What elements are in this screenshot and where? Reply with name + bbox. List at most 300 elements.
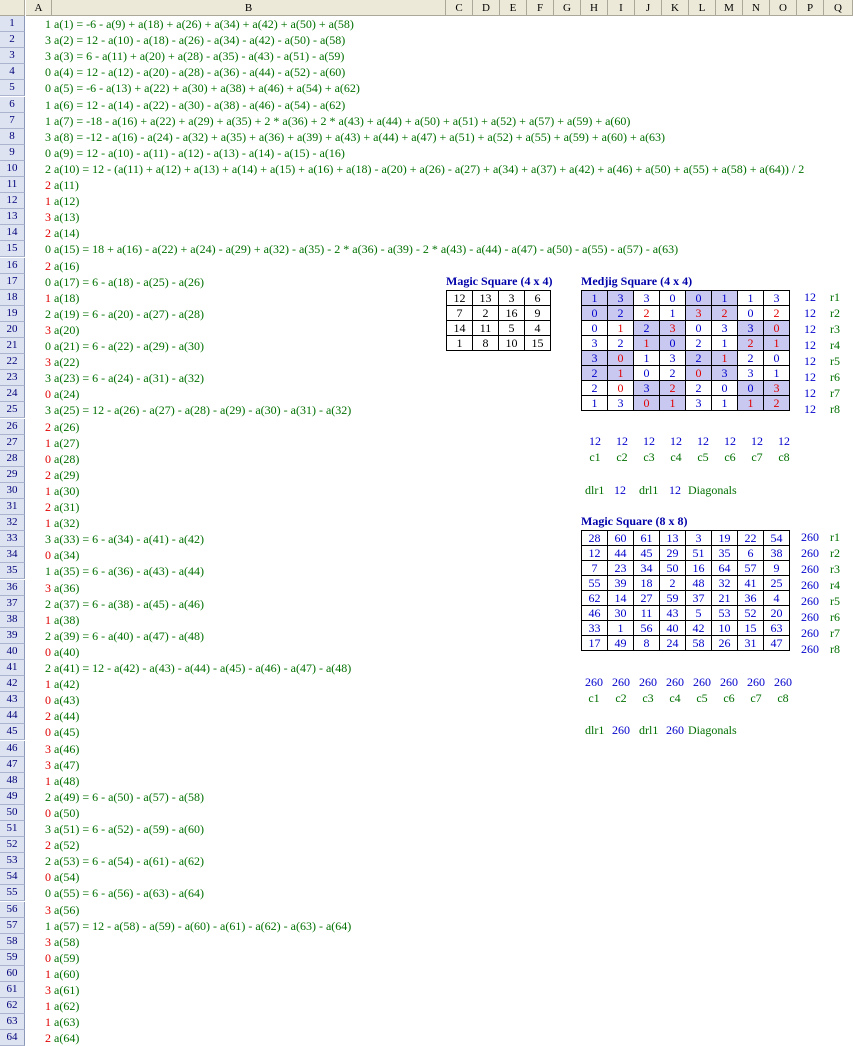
- grid-cell[interactable]: 6: [525, 291, 551, 306]
- grid-cell[interactable]: 45: [634, 546, 660, 561]
- cell-b-formula[interactable]: a(11): [54, 178, 79, 192]
- row-header[interactable]: 25: [0, 402, 25, 418]
- row-header[interactable]: 4: [0, 64, 25, 80]
- grid-cell[interactable]: 0: [582, 321, 608, 336]
- cell-b-formula[interactable]: a(50): [54, 806, 80, 820]
- cell-a-value[interactable]: 3: [45, 49, 51, 63]
- cell-b-formula[interactable]: a(4) = 12 - a(12) - a(20) - a(28) - a(36) - a(44) - a(52) - a(60): [54, 65, 346, 79]
- grid-cell[interactable]: 3: [660, 351, 686, 366]
- grid-cell[interactable]: 18: [634, 576, 660, 591]
- grid-cell[interactable]: 1: [764, 366, 790, 381]
- cell-b-formula[interactable]: a(24): [54, 387, 80, 401]
- row-header[interactable]: 7: [0, 113, 25, 129]
- row-header[interactable]: 2: [0, 32, 25, 48]
- grid-cell[interactable]: 0: [764, 351, 790, 366]
- row-header[interactable]: 46: [0, 741, 25, 757]
- grid-cell[interactable]: 0: [738, 381, 764, 396]
- grid-cell[interactable]: 55: [582, 576, 608, 591]
- cell-b-formula[interactable]: a(29): [54, 468, 80, 482]
- grid-cell[interactable]: 2: [738, 351, 764, 366]
- grid-cell[interactable]: 43: [660, 606, 686, 621]
- cell-b-formula[interactable]: a(8) = -12 - a(16) - a(24) - a(32) + a(35) + a(36) + a(39) + a(43) + a(44) + a(47) + a(51) + a(52) + a(55) + a(59) + a(60) + a(63): [54, 130, 666, 144]
- grid-cell[interactable]: 63: [764, 621, 790, 636]
- grid-cell[interactable]: 13: [473, 291, 499, 306]
- grid-cell[interactable]: 6: [738, 546, 764, 561]
- grid-cell[interactable]: 41: [738, 576, 764, 591]
- cell-b-formula[interactable]: a(15) = 18 + a(16) - a(22) + a(24) - a(29) + a(32) - a(35) - 2 * a(36) - a(39) - 2 * a(43) - a(44) - a(47) - a(50) - a(55) - a(57) - a(63): [54, 242, 679, 256]
- cell-b-formula[interactable]: a(17) = 6 - a(18) - a(25) - a(26): [54, 275, 205, 289]
- row-header[interactable]: 43: [0, 692, 25, 708]
- cell-b-formula[interactable]: a(22): [54, 355, 80, 369]
- cell-a-value[interactable]: 1: [45, 1015, 51, 1029]
- column-header-k[interactable]: K: [662, 0, 689, 16]
- grid-cell[interactable]: 0: [764, 321, 790, 336]
- row-header[interactable]: 54: [0, 869, 25, 885]
- grid-cell[interactable]: 3: [608, 396, 634, 411]
- row-header[interactable]: 63: [0, 1014, 25, 1030]
- grid-cell[interactable]: 37: [686, 591, 712, 606]
- cell-a-value[interactable]: 2: [45, 162, 51, 176]
- cell-a-value[interactable]: 0: [45, 870, 51, 884]
- cell-a-value[interactable]: 2: [45, 790, 51, 804]
- row-header[interactable]: 12: [0, 193, 25, 209]
- row-header[interactable]: 33: [0, 531, 25, 547]
- grid-cell[interactable]: 1: [712, 396, 738, 411]
- cell-b-formula[interactable]: a(47): [54, 758, 80, 772]
- cell-a-value[interactable]: 1: [45, 436, 51, 450]
- cell-b-formula[interactable]: a(21) = 6 - a(22) - a(29) - a(30): [54, 339, 205, 353]
- column-header-q[interactable]: Q: [824, 0, 853, 16]
- cell-b-formula[interactable]: a(43): [54, 693, 80, 707]
- row-header[interactable]: 39: [0, 628, 25, 644]
- grid-cell[interactable]: 4: [525, 321, 551, 336]
- grid-cell[interactable]: 1: [582, 396, 608, 411]
- cell-b-formula[interactable]: a(31): [54, 500, 80, 514]
- row-header[interactable]: 22: [0, 354, 25, 370]
- grid-cell[interactable]: 53: [712, 606, 738, 621]
- grid-cell[interactable]: 7: [447, 306, 473, 321]
- cell-b-formula[interactable]: a(36): [54, 581, 80, 595]
- cell-b-formula[interactable]: a(63): [54, 1015, 80, 1029]
- cell-b-formula[interactable]: a(30): [54, 484, 80, 498]
- grid-cell[interactable]: 50: [660, 561, 686, 576]
- cell-a-value[interactable]: 0: [45, 452, 51, 466]
- grid-cell[interactable]: 31: [738, 636, 764, 651]
- cell-a-value[interactable]: 2: [45, 420, 51, 434]
- grid-cell[interactable]: 4: [764, 591, 790, 606]
- cell-a-value[interactable]: 3: [45, 210, 51, 224]
- cell-b-formula[interactable]: a(42): [54, 677, 80, 691]
- grid-cell[interactable]: 1: [634, 351, 660, 366]
- cell-a-value[interactable]: 1: [45, 919, 51, 933]
- grid-cell[interactable]: 26: [712, 636, 738, 651]
- grid-cell[interactable]: 22: [738, 531, 764, 546]
- grid-cell[interactable]: 24: [660, 636, 686, 651]
- row-header[interactable]: 23: [0, 370, 25, 386]
- grid-cell[interactable]: 2: [582, 366, 608, 381]
- grid-cell[interactable]: 38: [764, 546, 790, 561]
- grid-cell[interactable]: 2: [764, 396, 790, 411]
- cell-b-formula[interactable]: a(46): [54, 742, 80, 756]
- row-header[interactable]: 8: [0, 129, 25, 145]
- cell-a-value[interactable]: 1: [45, 967, 51, 981]
- cell-b-formula[interactable]: a(3) = 6 - a(11) + a(20) + a(28) - a(35) - a(43) - a(51) - a(59): [54, 49, 345, 63]
- grid-cell[interactable]: 34: [634, 561, 660, 576]
- row-header[interactable]: 44: [0, 708, 25, 724]
- row-header[interactable]: 3: [0, 48, 25, 64]
- row-header[interactable]: 61: [0, 982, 25, 998]
- cell-a-value[interactable]: 2: [45, 500, 51, 514]
- column-header-b[interactable]: B: [52, 0, 446, 16]
- cell-b-formula[interactable]: a(53) = 6 - a(54) - a(61) - a(62): [54, 854, 205, 868]
- grid-cell[interactable]: 12: [447, 291, 473, 306]
- grid-cell[interactable]: 2: [764, 306, 790, 321]
- cell-b-formula[interactable]: a(16): [54, 259, 80, 273]
- cell-a-value[interactable]: 2: [45, 259, 51, 273]
- row-header[interactable]: 36: [0, 580, 25, 596]
- column-header-p[interactable]: P: [797, 0, 824, 16]
- cell-a-value[interactable]: 3: [45, 323, 51, 337]
- cell-b-formula[interactable]: a(49) = 6 - a(50) - a(57) - a(58): [54, 790, 205, 804]
- grid-cell[interactable]: 9: [764, 561, 790, 576]
- cell-a-value[interactable]: 2: [45, 597, 51, 611]
- grid-cell[interactable]: 3: [634, 291, 660, 306]
- row-header[interactable]: 29: [0, 467, 25, 483]
- cell-b-formula[interactable]: a(26): [54, 420, 80, 434]
- row-header[interactable]: 10: [0, 161, 25, 177]
- cell-b-formula[interactable]: a(12): [54, 194, 80, 208]
- grid-cell[interactable]: 1: [738, 396, 764, 411]
- cell-a-value[interactable]: 2: [45, 468, 51, 482]
- column-header-m[interactable]: M: [716, 0, 743, 16]
- grid-cell[interactable]: 42: [686, 621, 712, 636]
- cell-a-value[interactable]: 0: [45, 645, 51, 659]
- cell-a-value[interactable]: 0: [45, 951, 51, 965]
- row-header[interactable]: 26: [0, 419, 25, 435]
- grid-cell[interactable]: 23: [608, 561, 634, 576]
- row-header[interactable]: 34: [0, 547, 25, 563]
- cell-b-formula[interactable]: a(32): [54, 516, 80, 530]
- row-header[interactable]: 62: [0, 998, 25, 1014]
- grid-cell[interactable]: 16: [499, 306, 525, 321]
- cell-a-value[interactable]: 2: [45, 178, 51, 192]
- grid-cell[interactable]: 1: [608, 621, 634, 636]
- grid-cell[interactable]: 60: [608, 531, 634, 546]
- grid-cell[interactable]: 2: [634, 306, 660, 321]
- cell-a-value[interactable]: 0: [45, 548, 51, 562]
- cell-b-formula[interactable]: a(28): [54, 452, 80, 466]
- cell-b-formula[interactable]: a(45): [54, 725, 80, 739]
- cell-a-value[interactable]: 0: [45, 886, 51, 900]
- cell-b-formula[interactable]: a(6) = 12 - a(14) - a(22) - a(30) - a(38) - a(46) - a(54) - a(62): [54, 98, 346, 112]
- row-header[interactable]: 64: [0, 1030, 25, 1046]
- cell-a-value[interactable]: 2: [45, 226, 51, 240]
- row-header[interactable]: 11: [0, 177, 25, 193]
- grid-cell[interactable]: 61: [634, 531, 660, 546]
- grid-cell[interactable]: 9: [525, 306, 551, 321]
- cell-b-formula[interactable]: a(41) = 12 - a(42) - a(43) - a(44) - a(45) - a(46) - a(47) - a(48): [54, 661, 352, 675]
- cell-a-value[interactable]: 3: [45, 742, 51, 756]
- grid-cell[interactable]: 56: [634, 621, 660, 636]
- cell-a-value[interactable]: 2: [45, 854, 51, 868]
- cell-b-formula[interactable]: a(33) = 6 - a(34) - a(41) - a(42): [54, 532, 205, 546]
- cell-a-value[interactable]: 1: [45, 194, 51, 208]
- cell-b-formula[interactable]: a(27): [54, 436, 80, 450]
- grid-cell[interactable]: 1: [634, 336, 660, 351]
- cell-b-formula[interactable]: a(40): [54, 645, 80, 659]
- grid-cell[interactable]: 3: [712, 366, 738, 381]
- cell-a-value[interactable]: 0: [45, 275, 51, 289]
- grid-cell[interactable]: 13: [660, 531, 686, 546]
- cell-a-value[interactable]: 0: [45, 387, 51, 401]
- grid-cell[interactable]: 1: [712, 351, 738, 366]
- cell-a-value[interactable]: 0: [45, 693, 51, 707]
- column-header-c[interactable]: C: [446, 0, 473, 16]
- row-header[interactable]: 14: [0, 225, 25, 241]
- grid-cell[interactable]: 59: [660, 591, 686, 606]
- row-header[interactable]: 18: [0, 290, 25, 306]
- cell-a-value[interactable]: 3: [45, 822, 51, 836]
- cell-a-value[interactable]: 1: [45, 516, 51, 530]
- row-header[interactable]: 59: [0, 950, 25, 966]
- grid-cell[interactable]: 29: [660, 546, 686, 561]
- column-header-f[interactable]: F: [527, 0, 554, 16]
- grid-cell[interactable]: 0: [608, 351, 634, 366]
- cell-a-value[interactable]: 1: [45, 98, 51, 112]
- grid-cell[interactable]: 1: [738, 291, 764, 306]
- row-header[interactable]: 50: [0, 805, 25, 821]
- grid-cell[interactable]: 1: [764, 336, 790, 351]
- column-header-i[interactable]: I: [608, 0, 635, 16]
- grid-cell[interactable]: 27: [634, 591, 660, 606]
- cell-b-formula[interactable]: a(13): [54, 210, 80, 224]
- row-header[interactable]: 51: [0, 821, 25, 837]
- grid-cell[interactable]: 14: [608, 591, 634, 606]
- select-all-corner[interactable]: [0, 0, 25, 16]
- cell-a-value[interactable]: 3: [45, 581, 51, 595]
- cell-a-value[interactable]: 3: [45, 33, 51, 47]
- grid-cell[interactable]: 3: [764, 291, 790, 306]
- row-header[interactable]: 15: [0, 241, 25, 257]
- row-header[interactable]: 53: [0, 853, 25, 869]
- grid-cell[interactable]: 3: [582, 336, 608, 351]
- column-header-n[interactable]: N: [743, 0, 770, 16]
- cell-b-formula[interactable]: a(58): [54, 935, 80, 949]
- grid-cell[interactable]: 2: [660, 576, 686, 591]
- cell-b-formula[interactable]: a(1) = -6 - a(9) + a(18) + a(26) + a(34) + a(42) + a(50) + a(58): [54, 17, 354, 31]
- grid-cell[interactable]: 30: [608, 606, 634, 621]
- grid-cell[interactable]: 1: [660, 396, 686, 411]
- row-header[interactable]: 17: [0, 274, 25, 290]
- grid-cell[interactable]: 1: [712, 291, 738, 306]
- grid-cell[interactable]: 2: [608, 336, 634, 351]
- cell-b-formula[interactable]: a(64): [54, 1031, 80, 1045]
- row-header[interactable]: 32: [0, 515, 25, 531]
- grid-cell[interactable]: 39: [608, 576, 634, 591]
- cell-a-value[interactable]: 1: [45, 291, 51, 305]
- column-header-o[interactable]: O: [770, 0, 797, 16]
- grid-cell[interactable]: 1: [582, 291, 608, 306]
- cell-b-formula[interactable]: a(2) = 12 - a(10) - a(18) - a(26) - a(34) - a(42) - a(50) - a(58): [54, 33, 346, 47]
- grid-cell[interactable]: 1: [447, 336, 473, 351]
- cell-b-formula[interactable]: a(20): [54, 323, 80, 337]
- grid-cell[interactable]: 33: [582, 621, 608, 636]
- grid-cell[interactable]: 5: [686, 606, 712, 621]
- row-header[interactable]: 31: [0, 499, 25, 515]
- cell-a-value[interactable]: 3: [45, 371, 51, 385]
- grid-cell[interactable]: 3: [686, 306, 712, 321]
- row-header[interactable]: 1: [0, 16, 25, 32]
- grid-cell[interactable]: 52: [738, 606, 764, 621]
- grid-cell[interactable]: 14: [447, 321, 473, 336]
- cell-a-value[interactable]: 2: [45, 661, 51, 675]
- grid-cell[interactable]: 19: [712, 531, 738, 546]
- grid-cell[interactable]: 58: [686, 636, 712, 651]
- cell-a-value[interactable]: 1: [45, 17, 51, 31]
- cell-b-formula[interactable]: a(55) = 6 - a(56) - a(63) - a(64): [54, 886, 205, 900]
- row-header[interactable]: 5: [0, 80, 25, 96]
- grid-cell[interactable]: 0: [712, 381, 738, 396]
- row-header[interactable]: 57: [0, 918, 25, 934]
- grid-cell[interactable]: 15: [525, 336, 551, 351]
- cell-b-formula[interactable]: a(35) = 6 - a(36) - a(43) - a(44): [54, 564, 205, 578]
- row-header[interactable]: 9: [0, 145, 25, 161]
- row-header[interactable]: 6: [0, 97, 25, 113]
- cell-b-formula[interactable]: a(60): [54, 967, 80, 981]
- row-header[interactable]: 55: [0, 885, 25, 901]
- cell-b-formula[interactable]: a(52): [54, 838, 80, 852]
- grid-cell[interactable]: 12: [582, 546, 608, 561]
- grid-cell[interactable]: 51: [686, 546, 712, 561]
- cell-b-formula[interactable]: a(7) = -18 - a(16) + a(22) + a(29) + a(35) + 2 * a(36) + 2 * a(43) + a(44) + a(50) + a(51) + a(52) + a(57) + a(59) + a(60): [54, 114, 631, 128]
- cell-b-formula[interactable]: a(5) = -6 - a(13) + a(22) + a(30) + a(38) + a(46) + a(54) + a(62): [54, 81, 360, 95]
- row-header[interactable]: 38: [0, 612, 25, 628]
- row-header[interactable]: 49: [0, 789, 25, 805]
- row-header[interactable]: 24: [0, 386, 25, 402]
- row-header[interactable]: 27: [0, 435, 25, 451]
- cell-a-value[interactable]: 0: [45, 146, 51, 160]
- row-header[interactable]: 58: [0, 934, 25, 950]
- column-header-d[interactable]: D: [473, 0, 500, 16]
- grid-cell[interactable]: 2: [686, 381, 712, 396]
- row-header[interactable]: 60: [0, 966, 25, 982]
- grid-cell[interactable]: 0: [686, 321, 712, 336]
- grid-cell[interactable]: 10: [712, 621, 738, 636]
- grid-cell[interactable]: 2: [473, 306, 499, 321]
- cell-a-value[interactable]: 0: [45, 339, 51, 353]
- grid-cell[interactable]: 64: [712, 561, 738, 576]
- cell-b-formula[interactable]: a(39) = 6 - a(40) - a(47) - a(48): [54, 629, 205, 643]
- cell-b-formula[interactable]: a(19) = 6 - a(20) - a(27) - a(28): [54, 307, 205, 321]
- grid-cell[interactable]: 8: [473, 336, 499, 351]
- grid-cell[interactable]: 35: [712, 546, 738, 561]
- grid-cell[interactable]: 2: [738, 336, 764, 351]
- cell-a-value[interactable]: 1: [45, 114, 51, 128]
- cell-b-formula[interactable]: a(38): [54, 613, 80, 627]
- grid-cell[interactable]: 8: [634, 636, 660, 651]
- cell-b-formula[interactable]: a(10) = 12 - (a(11) + a(12) + a(13) + a(14) + a(15) + a(16) + a(18) - a(20) + a(26) - a(27) + a(34) + a(37) + a(42) + a(46) + a(50) + a(55) + a(58) + a(64)) / 2: [54, 162, 805, 176]
- cell-a-value[interactable]: 2: [45, 307, 51, 321]
- grid-cell[interactable]: 3: [660, 321, 686, 336]
- cell-a-value[interactable]: 0: [45, 242, 51, 256]
- grid-cell[interactable]: 62: [582, 591, 608, 606]
- grid-cell[interactable]: 3: [582, 351, 608, 366]
- grid-cell[interactable]: 2: [686, 336, 712, 351]
- grid-cell[interactable]: 21: [712, 591, 738, 606]
- grid-cell[interactable]: 47: [764, 636, 790, 651]
- cell-b-formula[interactable]: a(14): [54, 226, 80, 240]
- cell-b-formula[interactable]: a(56): [54, 903, 80, 917]
- grid-cell[interactable]: 0: [686, 291, 712, 306]
- grid-cell[interactable]: 46: [582, 606, 608, 621]
- row-header[interactable]: 21: [0, 338, 25, 354]
- grid-cell[interactable]: 0: [686, 366, 712, 381]
- column-header-e[interactable]: E: [500, 0, 527, 16]
- cell-a-value[interactable]: 3: [45, 758, 51, 772]
- grid-cell[interactable]: 2: [712, 306, 738, 321]
- row-header[interactable]: 19: [0, 306, 25, 322]
- grid-cell[interactable]: 3: [738, 321, 764, 336]
- row-header[interactable]: 40: [0, 644, 25, 660]
- row-header[interactable]: 13: [0, 209, 25, 225]
- grid-cell[interactable]: 54: [764, 531, 790, 546]
- grid-cell[interactable]: 0: [660, 336, 686, 351]
- grid-cell[interactable]: 16: [686, 561, 712, 576]
- grid-cell[interactable]: 2: [582, 381, 608, 396]
- cell-a-value[interactable]: 1: [45, 484, 51, 498]
- grid-cell[interactable]: 1: [712, 336, 738, 351]
- grid-cell[interactable]: 32: [712, 576, 738, 591]
- grid-cell[interactable]: 5: [499, 321, 525, 336]
- grid-cell[interactable]: 2: [660, 381, 686, 396]
- cell-b-formula[interactable]: a(51) = 6 - a(52) - a(59) - a(60): [54, 822, 205, 836]
- cell-b-formula[interactable]: a(59): [54, 951, 80, 965]
- cell-b-formula[interactable]: a(48): [54, 774, 80, 788]
- row-header[interactable]: 37: [0, 596, 25, 612]
- cell-a-value[interactable]: 1: [45, 677, 51, 691]
- grid-cell[interactable]: 3: [764, 381, 790, 396]
- cell-a-value[interactable]: 2: [45, 1031, 51, 1045]
- row-header[interactable]: 28: [0, 451, 25, 467]
- cell-a-value[interactable]: 1: [45, 774, 51, 788]
- cell-b-formula[interactable]: a(25) = 12 - a(26) - a(27) - a(28) - a(29) - a(30) - a(31) - a(32): [54, 403, 352, 417]
- cell-b-formula[interactable]: a(54): [54, 870, 80, 884]
- grid-cell[interactable]: 49: [608, 636, 634, 651]
- column-header-j[interactable]: J: [635, 0, 662, 16]
- grid-cell[interactable]: 25: [764, 576, 790, 591]
- cell-a-value[interactable]: 3: [45, 403, 51, 417]
- grid-cell[interactable]: 40: [660, 621, 686, 636]
- cell-a-value[interactable]: 3: [45, 355, 51, 369]
- cell-b-formula[interactable]: a(62): [54, 999, 80, 1013]
- grid-cell[interactable]: 2: [660, 366, 686, 381]
- cell-b-formula[interactable]: a(18): [54, 291, 80, 305]
- grid-cell[interactable]: 3: [499, 291, 525, 306]
- grid-cell[interactable]: 17: [582, 636, 608, 651]
- grid-cell[interactable]: 3: [712, 321, 738, 336]
- cell-a-value[interactable]: 1: [45, 999, 51, 1013]
- grid-cell[interactable]: 3: [686, 396, 712, 411]
- row-header[interactable]: 41: [0, 660, 25, 676]
- row-header[interactable]: 56: [0, 902, 25, 918]
- column-header-g[interactable]: G: [554, 0, 581, 16]
- cell-b-formula[interactable]: a(44): [54, 709, 80, 723]
- row-header[interactable]: 20: [0, 322, 25, 338]
- row-header[interactable]: 52: [0, 837, 25, 853]
- grid-cell[interactable]: 0: [634, 396, 660, 411]
- cell-b-formula[interactable]: a(23) = 6 - a(24) - a(31) - a(32): [54, 371, 205, 385]
- cell-a-value[interactable]: 3: [45, 983, 51, 997]
